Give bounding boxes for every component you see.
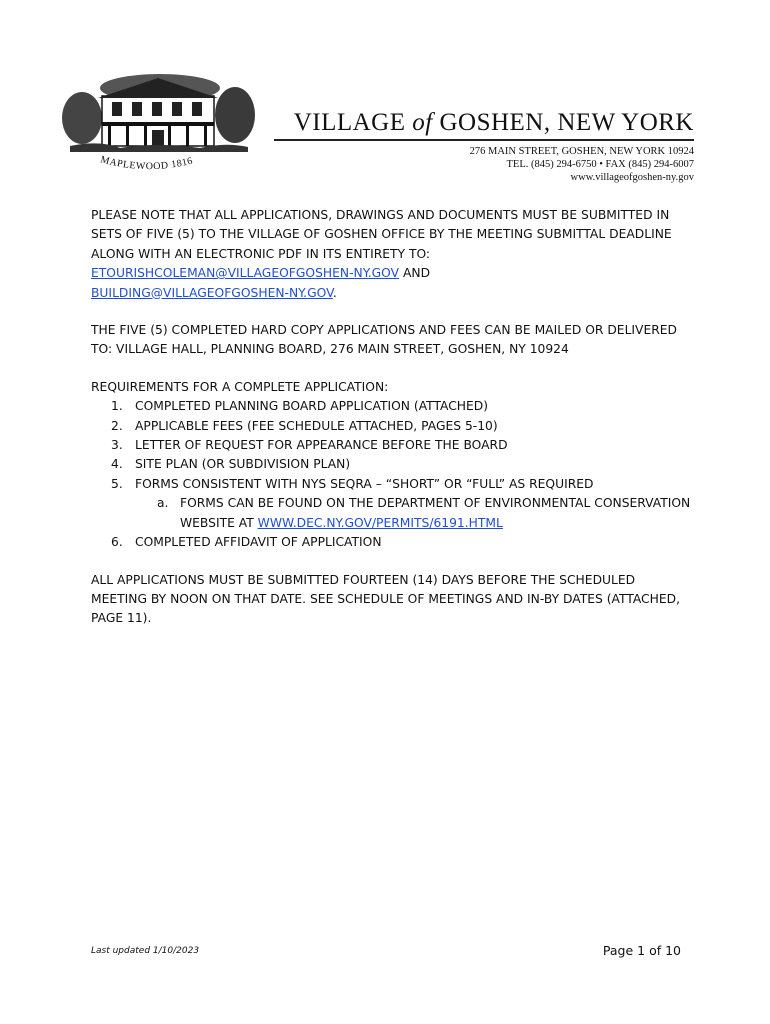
list-item: [91, 475, 691, 533]
village-logo: [60, 70, 255, 180]
letterhead-title: [274, 108, 694, 138]
sub-list-item-letter: a.: [157, 496, 169, 511]
list-item-number: 5.: [111, 476, 123, 491]
title-village: VILLAGE: [293, 109, 413, 136]
letterhead-website: www.villageofgoshen-ny.gov: [570, 172, 694, 183]
list-item: [91, 397, 691, 416]
logo-caption: MAPLEWOOD 1816: [99, 154, 195, 173]
list-item-text: FORMS CONSISTENT WITH NYS SEQRA – “SHORT” OR “FULL” AS REQUIRED: [135, 476, 594, 491]
sub-list: [135, 494, 691, 533]
svg-text:MAPLEWOOD 1816: [99, 154, 194, 172]
letterhead-rule: [274, 139, 694, 141]
sub-list-item: [135, 494, 691, 533]
notice-and: AND: [399, 266, 431, 281]
notice-period: .: [332, 285, 337, 300]
list-item-number: 3.: [111, 438, 123, 453]
email-link-etourishcoleman[interactable]: ETOURISHCOLEMAN@VILLAGEOFGOSHEN-NY.GOV: [91, 266, 400, 281]
page-number: Page 1 of 10: [602, 943, 681, 958]
requirements-heading: REQUIREMENTS FOR A COMPLETE APPLICATION:: [91, 379, 389, 394]
list-item-number: 1.: [111, 399, 123, 414]
list-item: [91, 455, 691, 474]
letterhead-address: 276 MAIN STREET, GOSHEN, NEW YORK 10924: [469, 146, 694, 157]
list-item-text: COMPLETED PLANNING BOARD APPLICATION (ATTACHED): [135, 399, 489, 414]
notice-text: PLEASE NOTE THAT ALL APPLICATIONS, DRAWINGS AND DOCUMENTS MUST BE SUBMITTED IN SETS OF FIVE (5) TO THE VILLAGE OF GOSHEN OFFICE BY THE MEETING SUBMITTAL DEADLINE ALONG WITH AN ELECTRONIC PDF IN ITS ENTIRETY TO:: [91, 208, 672, 261]
list-item-number: 4.: [111, 457, 123, 472]
list-item-number: 6.: [111, 535, 123, 550]
requirements-list: [91, 397, 691, 552]
title-goshen: GOSHEN, NEW YORK: [432, 109, 694, 136]
list-item-text: APPLICABLE FEES (FEE SCHEDULE ATTACHED, PAGES 5-10): [135, 418, 498, 433]
title-of: of: [412, 109, 433, 136]
document-body: [91, 206, 691, 647]
list-item: [91, 436, 691, 455]
list-item: [91, 417, 691, 436]
list-item-text: SITE PLAN (OR SUBDIVISION PLAN): [135, 457, 351, 472]
dec-website-link[interactable]: WWW.DEC.NY.GOV/PERMITS/6191.HTML: [257, 515, 503, 530]
list-item-number: 2.: [111, 418, 123, 433]
letterhead-phone-fax: TEL. (845) 294-6750 • FAX (845) 294-6007: [506, 159, 694, 170]
mailing-instructions: THE FIVE (5) COMPLETED HARD COPY APPLICATIONS AND FEES CAN BE MAILED OR DELIVERED TO: VILLAGE HALL, PLANNING BOARD, 276 MAIN STREET, GOSHEN, NY 10924: [91, 323, 678, 357]
requirements-section: [91, 378, 691, 553]
last-updated: Last updated 1/10/2023: [91, 946, 200, 956]
list-item-text: LETTER OF REQUEST FOR APPEARANCE BEFORE THE BOARD: [135, 438, 508, 453]
list-item-text: COMPLETED AFFIDAVIT OF APPLICATION: [135, 535, 382, 550]
submission-notice: [91, 206, 691, 303]
email-link-building[interactable]: BUILDING@VILLAGEOFGOSHEN-NY.GOV: [91, 285, 333, 300]
maplewood-house-illustration: [60, 70, 255, 180]
sub-list-item-text: FORMS CAN BE FOUND ON THE DEPARTMENT OF ENVIRONMENTAL CONSERVATION WEBSITE AT: [180, 496, 691, 530]
letterhead: [274, 108, 694, 184]
list-item: [91, 533, 691, 552]
deadline-notice: ALL APPLICATIONS MUST BE SUBMITTED FOURTEEN (14) DAYS BEFORE THE SCHEDULED MEETING BY NOON ON THAT DATE. SEE SCHEDULE OF MEETINGS AND IN-BY DATES (ATTACHED, PAGE 11).: [91, 572, 681, 626]
